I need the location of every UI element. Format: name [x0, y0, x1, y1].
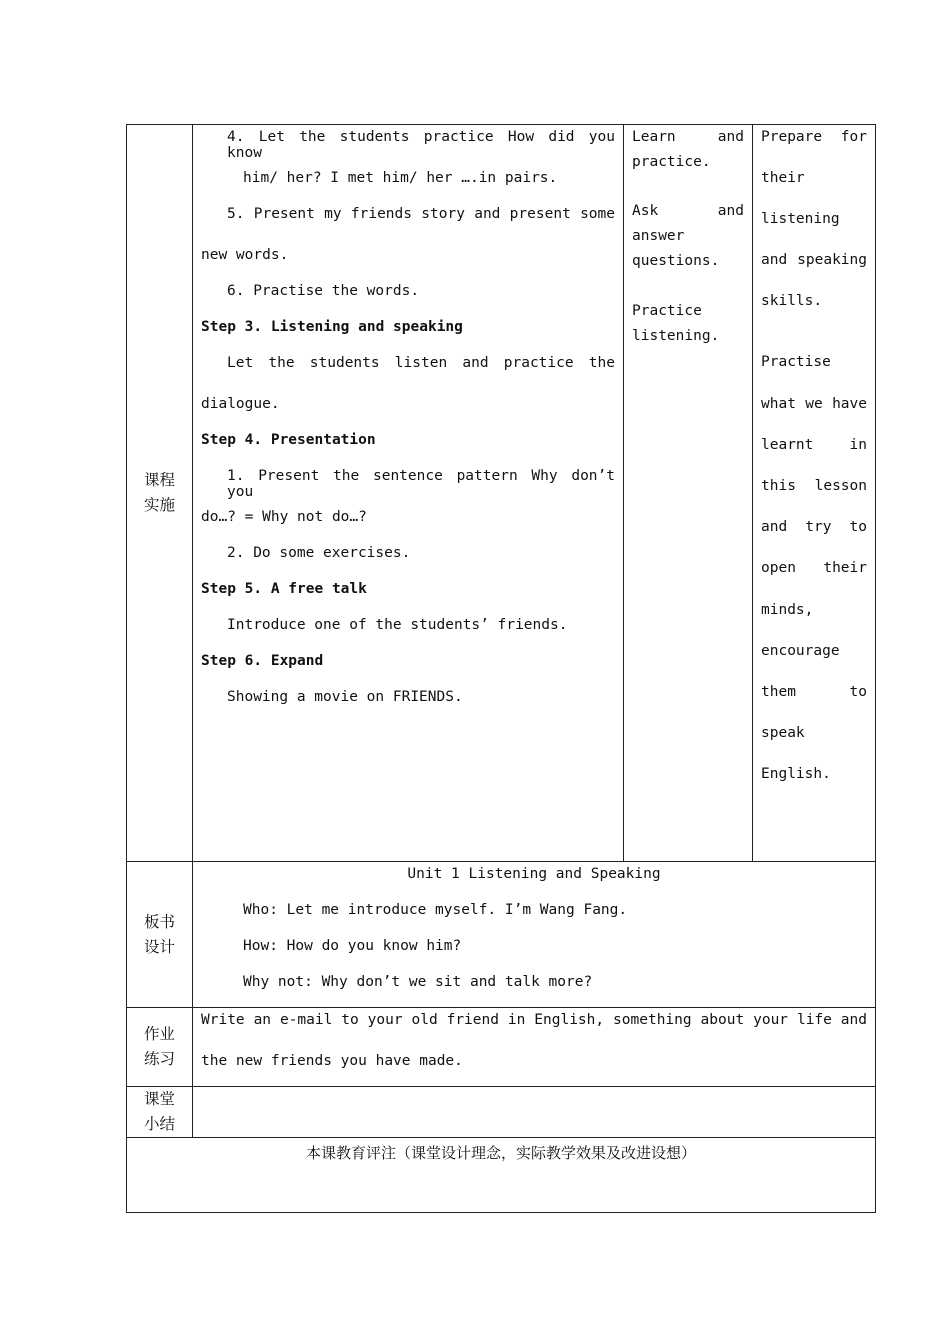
procedure-label-cell [127, 125, 193, 862]
procedure-line: Introduce one of the students’ friends. [227, 617, 568, 633]
homework-label-line-2: 练习 [143, 1050, 175, 1068]
step-heading: Step 6. Expand [201, 653, 324, 669]
board-line-why: Why not: Why don’t we sit and talk more? [243, 974, 593, 990]
lesson-plan-table [126, 124, 876, 1213]
board-row [127, 862, 876, 1008]
board-title: Unit 1 Listening and Speaking [407, 866, 661, 882]
procedure-line: Let the students listen and practice the [227, 355, 615, 371]
procedure-line: 4. Let the students practice How did you know [227, 129, 615, 161]
purpose-line: Prepare for [761, 129, 867, 145]
board-line-who: Who: Let me introduce myself. I’m Wang Fang. [243, 902, 628, 918]
purpose-line: English. [761, 766, 831, 782]
comment-title: 本课教育评注（课堂设计理念，实际教学效果及改进设想） [305, 1144, 696, 1162]
procedure-line: dialogue. [201, 396, 280, 412]
comment-cell [127, 1138, 876, 1213]
homework-label-cell [127, 1008, 193, 1087]
board-label-line-1: 板书 [143, 912, 175, 931]
summary-cell [193, 1087, 876, 1138]
homework-label-line-1: 作业 [143, 1025, 175, 1043]
activity-line: listening. [632, 328, 720, 344]
board-cell [193, 862, 876, 1008]
purpose-line: encourage [761, 643, 840, 659]
activity-line: practice. [632, 154, 711, 170]
procedure-line: him/ her? I met him/ her ….in pairs. [243, 170, 558, 186]
purpose-line: speak [761, 725, 805, 741]
activity-line: Practice [632, 303, 702, 319]
purpose-line: and speaking [761, 252, 867, 268]
activity-block [632, 203, 744, 219]
board-label-line-2: 设计 [143, 937, 175, 956]
summary-label-cell [127, 1087, 193, 1138]
procedure-label-line-2: 实施 [143, 496, 175, 514]
procedure-line: new words. [201, 247, 289, 263]
purpose-line: learnt in [761, 437, 867, 453]
purpose-line: open their [761, 560, 867, 576]
step-heading: Step 5. A free talk [201, 581, 367, 597]
purpose-line: minds, [761, 602, 814, 618]
activity-line: questions. [632, 253, 720, 269]
summary-row [127, 1087, 876, 1138]
procedure-line: 1. Present the sentence pattern Why don’t you [227, 468, 615, 500]
activity-line: Learn and [632, 129, 744, 145]
board-label-cell [127, 862, 193, 1008]
procedure-cell [193, 125, 624, 862]
summary-label-line-2: 小结 [143, 1115, 175, 1133]
homework-cell [193, 1008, 876, 1087]
purpose-line: their [761, 170, 805, 186]
procedure-line: do…? = Why not do…? [201, 509, 367, 525]
step-heading: Step 3. Listening and speaking [201, 319, 463, 335]
activity-block [632, 129, 744, 145]
step-heading: Step 4. Presentation [201, 432, 376, 448]
board-line-how: How: How do you know him? [243, 938, 462, 954]
procedure-line: 5. Present my friends story and present some [227, 206, 615, 222]
purpose-line: this lesson [761, 478, 867, 494]
homework-line: Write an e-mail to your old friend in English, something about your life and [201, 1012, 867, 1028]
purpose-line: listening [761, 211, 840, 227]
homework-row [127, 1008, 876, 1087]
purpose-line: Practise [761, 354, 831, 370]
activity-line: Ask and [632, 203, 744, 219]
activities-cell [624, 125, 753, 862]
summary-label-line-1: 课堂 [143, 1090, 175, 1108]
purpose-line: them to [761, 684, 867, 700]
procedure-row [127, 125, 876, 862]
summary-content [193, 1087, 875, 1137]
purpose-cell [753, 125, 876, 862]
procedure-label-line-1: 课程 [143, 471, 175, 489]
purpose-line: what we have [761, 396, 867, 412]
procedure-line: 2. Do some exercises. [227, 545, 411, 561]
homework-line: the new friends you have made. [201, 1053, 463, 1069]
procedure-line: Showing a movie on FRIENDS. [227, 689, 463, 705]
activity-line: answer [632, 228, 685, 244]
procedure-line: 6. Practise the words. [227, 283, 420, 299]
purpose-line: and try to [761, 519, 867, 535]
comment-row [127, 1138, 876, 1213]
purpose-line: skills. [761, 293, 823, 309]
